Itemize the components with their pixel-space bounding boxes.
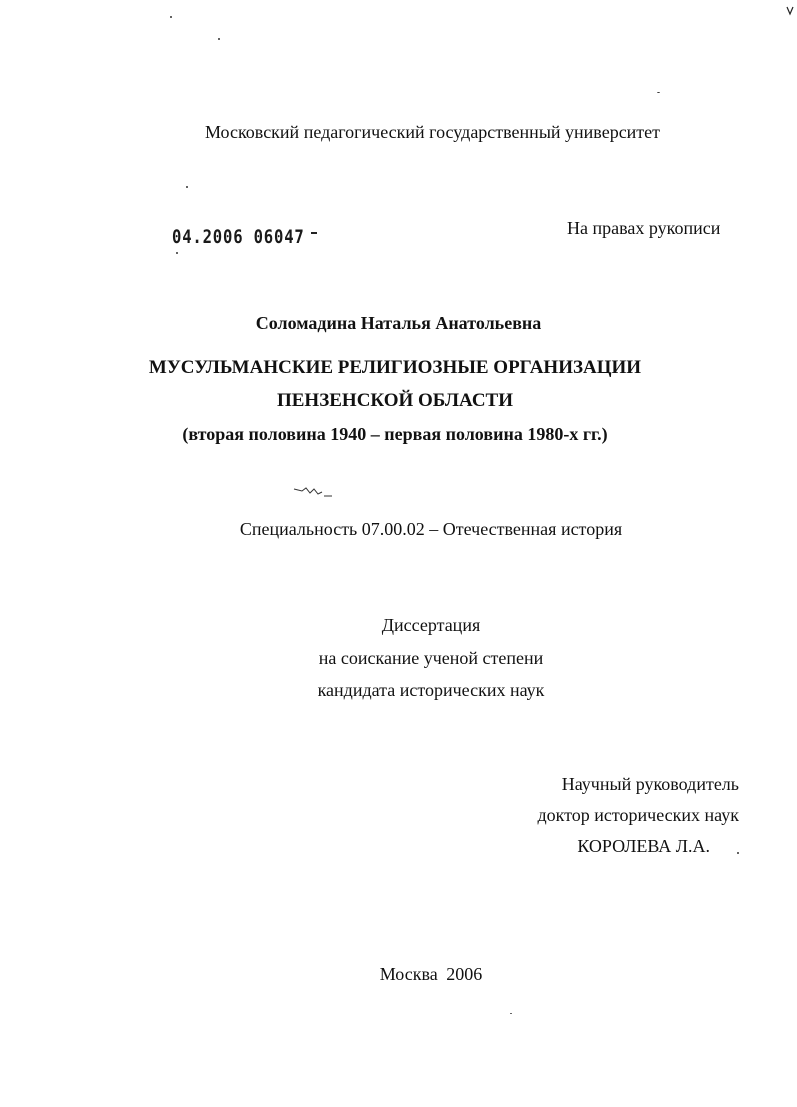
university-name: Московский педагогический государственный университет xyxy=(204,122,661,142)
scan-speck xyxy=(186,186,188,188)
scan-speck xyxy=(510,1013,512,1014)
scan-speck xyxy=(218,38,220,40)
title-line-1: МУСУЛЬМАНСКИЕ РЕЛИГИОЗНЫЕ ОРГАНИЗАЦИИ xyxy=(148,357,642,378)
author-name: Соломадина Наталья Анатольевна xyxy=(255,313,542,333)
scan-speck xyxy=(176,252,178,254)
registry-number-stamp: 04.2006 06047 xyxy=(172,226,305,248)
degree-purpose: на соискание ученой степени xyxy=(318,648,544,668)
degree-name: кандидата исторических наук xyxy=(317,680,545,700)
advisor-name: КОРОЛЕВА Л.А. xyxy=(577,836,710,856)
dissertation-label: Диссертация xyxy=(381,615,481,635)
advisor-role: Научный руководитель xyxy=(561,774,739,794)
title-line-3: (вторая половина 1940 – первая половина 1980-х гг.) xyxy=(182,424,608,444)
specialty: Специальность 07.00.02 – Отечественная история xyxy=(239,519,623,539)
manuscript-rights-note: На правах рукописи xyxy=(567,218,721,238)
corner-mark xyxy=(786,6,794,16)
title-line-2: ПЕНЗЕНСКОЙ ОБЛАСТИ xyxy=(276,390,513,411)
scan-speck xyxy=(657,92,660,93)
scan-speck xyxy=(170,16,172,18)
advisor-degree: доктор исторических наук xyxy=(537,805,739,825)
city-year: Москва 2006 xyxy=(379,964,483,984)
scribble-mark xyxy=(292,484,338,500)
scan-speck xyxy=(737,852,739,854)
stamp-dash xyxy=(311,232,317,234)
